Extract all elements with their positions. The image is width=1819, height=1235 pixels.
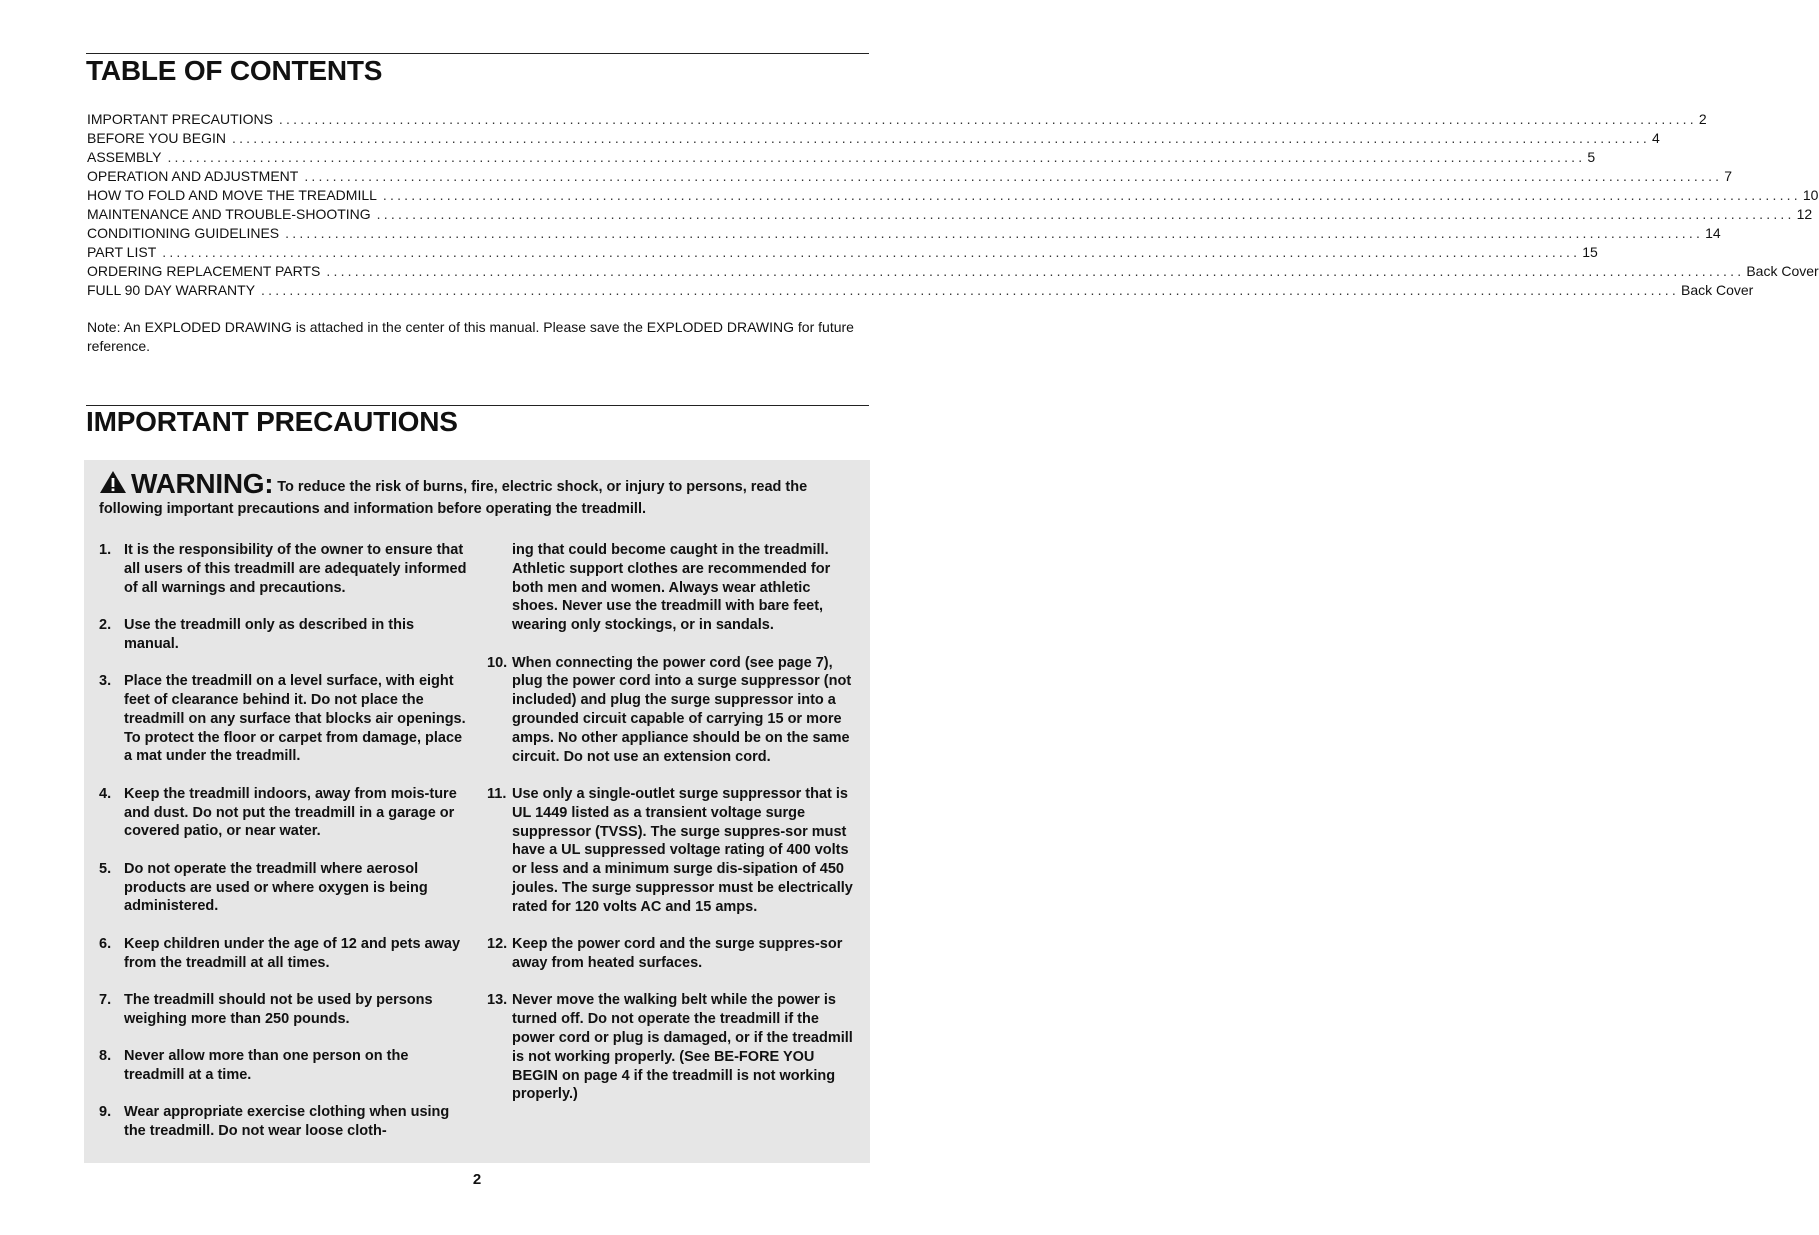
precaution-number: 13. bbox=[487, 992, 508, 1009]
precaution-number: 4. bbox=[99, 785, 112, 802]
precaution-number: 3. bbox=[99, 673, 112, 690]
precaution-number: 10. bbox=[487, 654, 508, 671]
toc-leader-dots: ........................................................................................................................................................................................................ bbox=[162, 244, 1581, 260]
precaution-text: Do not operate the treadmill where aerosol products are used or where oxygen is being administered. bbox=[124, 860, 428, 915]
toc-entry-title: HOW TO FOLD AND MOVE THE TREADMILL bbox=[87, 187, 377, 203]
toc-entry bbox=[87, 262, 1819, 281]
precaution-number: 5. bbox=[99, 860, 112, 877]
precaution-number: 12. bbox=[487, 936, 508, 953]
precaution-item bbox=[99, 991, 469, 1029]
precaution-text: Keep the power cord and the surge suppres-sor away from heated surfaces. bbox=[512, 936, 843, 971]
toc-entry-page: Back Cover bbox=[1680, 282, 1754, 298]
precaution-number: 1. bbox=[99, 542, 112, 558]
toc-top-rule bbox=[86, 53, 869, 54]
toc-entry-page: 14 bbox=[1705, 225, 1721, 241]
toc-entry bbox=[87, 110, 1707, 129]
warning-text: To reduce the risk of burns, fire, electric shock, or injury to persons, read the following important precautions and information before operating the treadmill. bbox=[99, 479, 808, 517]
toc-entry-title: IMPORTANT PRECAUTIONS bbox=[87, 111, 273, 127]
toc-entry-title: ASSEMBLY bbox=[87, 149, 162, 165]
warning-triangle-icon bbox=[99, 470, 127, 500]
precaution-item bbox=[99, 541, 469, 597]
toc-entry-page: Back Cover bbox=[1746, 263, 1819, 279]
toc-entry-title: ORDERING REPLACEMENT PARTS bbox=[87, 263, 321, 279]
toc-list bbox=[87, 110, 1819, 300]
toc-leader-dots: ........................................................................................................................................................................................................ bbox=[304, 168, 1723, 184]
warning-word: WARNING: bbox=[131, 468, 274, 499]
toc-leader-dots: ........................................................................................................................................................................................................ bbox=[278, 111, 1697, 127]
toc-entry-title: MAINTENANCE AND TROUBLE-SHOOTING bbox=[87, 206, 371, 222]
toc-entry-page: 10 bbox=[1802, 187, 1819, 203]
toc-leader-dots: ........................................................................................................................................................................................................ bbox=[382, 187, 1801, 203]
precaution-text: Keep children under the age of 12 and pets away from the treadmill at all times. bbox=[124, 935, 461, 971]
toc-entry bbox=[87, 224, 1721, 243]
toc-leader-dots: ........................................................................................................................................................................................................ bbox=[261, 282, 1679, 298]
toc-entry bbox=[87, 186, 1819, 205]
toc-entry bbox=[87, 148, 1596, 167]
precaution-number: 9. bbox=[99, 1104, 112, 1121]
precaution-item bbox=[487, 935, 857, 973]
precaution-text: Use the treadmill only as described in this manual. bbox=[124, 616, 415, 652]
toc-entry-page: 7 bbox=[1724, 168, 1733, 184]
toc-entry bbox=[87, 243, 1598, 262]
precautions-right-column bbox=[487, 541, 857, 1123]
precaution-text: Use only a single-outlet surge suppressor that is UL 1449 listed as a transient voltage surge suppressor (TVSS). The surge suppres-sor must have a UL suppressed voltage rating of 400 volts or less and a minimum surge dis-sipation of 450 joules. The surge suppressor must be electrically rated for 120 volts AC and 15 amps. bbox=[512, 785, 853, 915]
precaution-item bbox=[487, 654, 857, 767]
toc-entry-title: OPERATION AND ADJUSTMENT bbox=[87, 168, 299, 184]
precaution-number: 8. bbox=[99, 1048, 112, 1065]
precaution-number: 6. bbox=[99, 935, 112, 952]
precautions-left-column bbox=[99, 541, 469, 1159]
toc-entry-page: 15 bbox=[1582, 244, 1598, 260]
page-number: 2 bbox=[472, 1171, 482, 1188]
exploded-drawing-note: Note: An EXPLODED DRAWING is attached in the center of this manual. Please save the EXPLODED DRAWING for future reference. bbox=[87, 319, 854, 354]
precautions-heading: IMPORTANT PRECAUTIONS bbox=[86, 406, 458, 437]
toc-entry-title: FULL 90 DAY WARRANTY bbox=[87, 282, 256, 298]
precaution-item bbox=[99, 616, 469, 654]
precaution-item bbox=[99, 860, 469, 916]
precaution-item bbox=[487, 991, 857, 1104]
toc-entry bbox=[87, 167, 1733, 186]
precaution-item bbox=[99, 672, 469, 766]
precaution-item bbox=[99, 1047, 469, 1085]
precaution-number: 11. bbox=[487, 785, 507, 802]
toc-entry-title: BEFORE YOU BEGIN bbox=[87, 130, 226, 146]
toc-entry-page: 4 bbox=[1651, 130, 1660, 146]
toc-entry bbox=[87, 129, 1660, 148]
toc-leader-dots: ........................................................................................................................................................................................................ bbox=[167, 149, 1586, 165]
toc-entry-title: CONDITIONING GUIDELINES bbox=[87, 225, 280, 241]
precaution-number: 2. bbox=[99, 616, 112, 633]
precaution-text: Wear appropriate exercise clothing when using the treadmill. Do not wear loose cloth- bbox=[124, 1104, 450, 1140]
warning-header bbox=[99, 470, 859, 519]
precaution-item bbox=[99, 1103, 469, 1141]
toc-entry bbox=[87, 205, 1813, 224]
toc-entry-page: 12 bbox=[1796, 206, 1813, 222]
toc-entry bbox=[87, 281, 1754, 300]
precaution-item bbox=[487, 785, 857, 917]
toc-heading: TABLE OF CONTENTS bbox=[86, 55, 383, 86]
precaution-text: It is the responsibility of the owner to ensure that all users of this treadmill are adequately informed of all warnings and precautions. bbox=[124, 542, 467, 596]
toc-leader-dots: ........................................................................................................................................................................................................ bbox=[285, 225, 1704, 241]
toc-entry-page: 5 bbox=[1587, 149, 1596, 165]
precaution-text: Keep the treadmill indoors, away from mois-ture and dust. Do not put the treadmill in a garage or covered patio, or near water. bbox=[124, 785, 457, 840]
precaution-text: The treadmill should not be used by persons weighing more than 250 pounds. bbox=[124, 991, 433, 1027]
toc-entry-page: 2 bbox=[1698, 111, 1707, 127]
precaution-text: Place the treadmill on a level surface, with eight feet of clearance behind it. Do not place the treadmill on any surface that blocks air openings. To protect the floor or carpet from damage, place a mat under the treadmill. bbox=[124, 673, 466, 765]
toc-leader-dots: ........................................................................................................................................................................................................ bbox=[326, 263, 1745, 279]
precaution-item bbox=[99, 935, 469, 973]
toc-leader-dots: ........................................................................................................................................................................................................ bbox=[232, 130, 1650, 146]
toc-leader-dots: ........................................................................................................................................................................................................ bbox=[376, 206, 1795, 222]
precaution-item bbox=[99, 785, 469, 841]
toc-entry-title: PART LIST bbox=[87, 244, 157, 260]
precaution-9-continuation: ing that could become caught in the treadmill. Athletic support clothes are recommended for both men and women. Always wear athletic shoes. Never use the treadmill with bare feet, wearing only stockings, or in sandals. bbox=[512, 542, 831, 634]
precaution-text: When connecting the power cord (see page 7), plug the power cord into a surge suppressor (not included) and plug the surge suppressor into a grounded circuit capable of carrying 15 or more amps. No other appliance should be on the same circuit. Do not use an extension cord. bbox=[512, 654, 852, 765]
precaution-number: 7. bbox=[99, 991, 112, 1008]
precaution-text: Never allow more than one person on the treadmill at a time. bbox=[124, 1048, 409, 1083]
precaution-text: Never move the walking belt while the power is turned off. Do not operate the treadmill if the power cord or plug is damaged, or if the treadmill is not working properly. (See BE-FORE YOU BEGIN on page 4 if the treadmill is not working properly.) bbox=[512, 992, 853, 1103]
